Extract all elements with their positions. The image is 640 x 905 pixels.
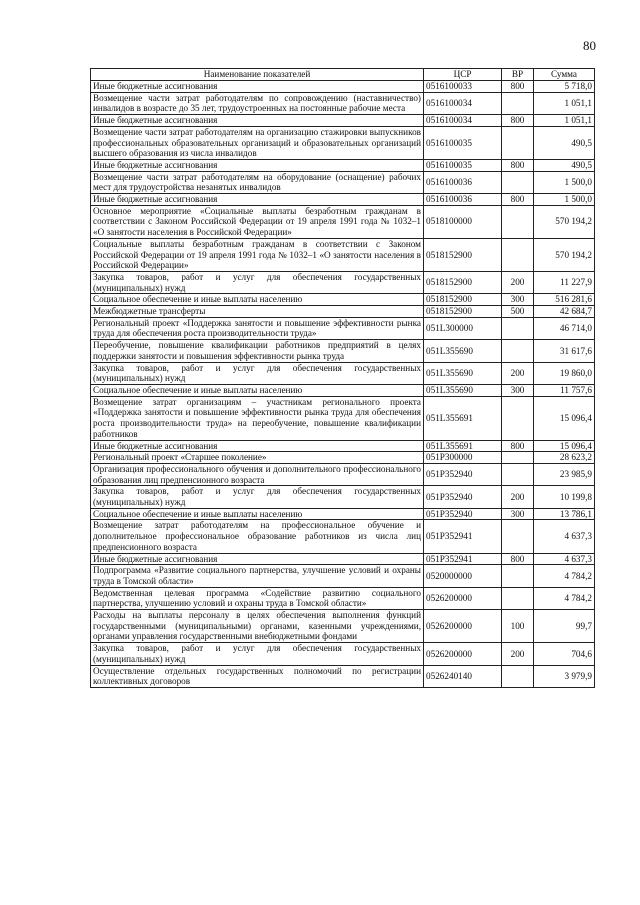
cell-vr: 200 xyxy=(502,362,534,384)
cell-sum: 13 786,1 xyxy=(534,508,595,520)
cell-sum: 4 784,2 xyxy=(534,565,595,587)
cell-vr xyxy=(502,126,534,159)
table-header-row xyxy=(91,69,595,81)
cell-name: Социальное обеспечение и иные выплаты населению xyxy=(91,508,424,520)
cell-csr: 0526200000 xyxy=(424,610,502,643)
table-row xyxy=(91,643,595,665)
cell-csr: 051P352940 xyxy=(424,486,502,508)
cell-vr: 100 xyxy=(502,610,534,643)
cell-vr xyxy=(502,463,534,485)
cell-name: Расходы на выплаты персоналу в целях обеспечения выполнения функций государственными (муниципальными) органами, казенными учреждениями, органами управления государственными внебюджетными фондами xyxy=(91,610,424,643)
cell-sum: 704,6 xyxy=(534,643,595,665)
table-row xyxy=(91,340,595,362)
cell-csr: 0516100035 xyxy=(424,159,502,171)
cell-vr: 500 xyxy=(502,306,534,318)
cell-csr: 0518152900 xyxy=(424,238,502,271)
table-row xyxy=(91,440,595,452)
header-csr: ЦСР xyxy=(424,69,502,81)
cell-name: Межбюджетные трансферты xyxy=(91,306,424,318)
table-row xyxy=(91,396,595,440)
cell-csr: 0516100035 xyxy=(424,126,502,159)
cell-sum: 570 194,2 xyxy=(534,205,595,238)
table-row xyxy=(91,463,595,485)
cell-sum: 19 860,0 xyxy=(534,362,595,384)
table-row xyxy=(91,194,595,206)
cell-csr: 0518152900 xyxy=(424,294,502,306)
cell-name: Иные бюджетные ассигнования xyxy=(91,159,424,171)
cell-csr: 0526200000 xyxy=(424,643,502,665)
cell-vr xyxy=(502,317,534,339)
cell-sum: 15 096,4 xyxy=(534,396,595,440)
cell-csr: 051P352940 xyxy=(424,463,502,485)
cell-name: Закупка товаров, работ и услуг для обеспечения государственных (муниципальных) нужд xyxy=(91,271,424,293)
cell-csr: 0516100036 xyxy=(424,194,502,206)
cell-vr xyxy=(502,238,534,271)
cell-sum: 4 637,3 xyxy=(534,553,595,565)
budget-table xyxy=(90,68,595,688)
cell-name: Возмещение части затрат работодателям на оборудование (оснащение) рабочих мест для трудоустройства незанятых инвалидов xyxy=(91,171,424,193)
cell-vr xyxy=(502,205,534,238)
cell-sum: 5 718,0 xyxy=(534,81,595,93)
cell-vr xyxy=(502,520,534,553)
cell-sum: 15 096,4 xyxy=(534,440,595,452)
cell-vr xyxy=(502,171,534,193)
cell-sum: 490,5 xyxy=(534,126,595,159)
cell-vr: 800 xyxy=(502,159,534,171)
table-row xyxy=(91,294,595,306)
table-row xyxy=(91,171,595,193)
cell-name: Социальное обеспечение и иные выплаты населению xyxy=(91,384,424,396)
table-row xyxy=(91,565,595,587)
cell-csr: 051L355690 xyxy=(424,340,502,362)
table-row xyxy=(91,665,595,687)
cell-sum: 1 500,0 xyxy=(534,171,595,193)
cell-name: Иные бюджетные ассигнования xyxy=(91,115,424,127)
page-number: 80 xyxy=(583,38,596,53)
cell-name: Иные бюджетные ассигнования xyxy=(91,440,424,452)
cell-vr: 200 xyxy=(502,271,534,293)
cell-sum: 1 051,1 xyxy=(534,115,595,127)
table-row xyxy=(91,362,595,384)
cell-name: Ведомственная целевая программа «Содействие развитию социального партнерства, улучшению условий и охраны труда в Томской области» xyxy=(91,587,424,609)
cell-vr: 300 xyxy=(502,384,534,396)
cell-sum: 10 199,8 xyxy=(534,486,595,508)
cell-vr: 800 xyxy=(502,115,534,127)
cell-name: Возмещение части затрат работодателям на организацию стажировки выпускников профессиональных образовательных организаций и образовательных организаций высшего образования из числа инвалидов xyxy=(91,126,424,159)
cell-vr xyxy=(502,665,534,687)
table-row xyxy=(91,115,595,127)
cell-sum: 1 051,1 xyxy=(534,92,595,114)
cell-csr: 051P300000 xyxy=(424,452,502,464)
cell-vr xyxy=(502,565,534,587)
cell-csr: 051P352940 xyxy=(424,508,502,520)
header-sum: Сумма xyxy=(534,69,595,81)
cell-name: Иные бюджетные ассигнования xyxy=(91,194,424,206)
table-row xyxy=(91,159,595,171)
cell-vr xyxy=(502,396,534,440)
cell-sum: 570 194,2 xyxy=(534,238,595,271)
cell-sum: 516 281,6 xyxy=(534,294,595,306)
header-vr: ВР xyxy=(502,69,534,81)
cell-sum: 11 227,9 xyxy=(534,271,595,293)
table-row xyxy=(91,587,595,609)
cell-name: Возмещение части затрат работодателям по сопровождению (наставничество) инвалидов в возрасте до 35 лет, трудоустроенных на постоянные рабочие места xyxy=(91,92,424,114)
cell-vr: 800 xyxy=(502,194,534,206)
cell-sum: 42 684,7 xyxy=(534,306,595,318)
cell-name: Переобучение, повышение квалификации работников предприятий в целях поддержки занятости и повышения эффективности рынка труда xyxy=(91,340,424,362)
cell-csr: 0516100034 xyxy=(424,115,502,127)
cell-vr xyxy=(502,92,534,114)
table-row xyxy=(91,508,595,520)
cell-vr: 800 xyxy=(502,553,534,565)
cell-vr: 800 xyxy=(502,440,534,452)
cell-csr: 051L355690 xyxy=(424,362,502,384)
cell-vr xyxy=(502,340,534,362)
cell-name: Региональный проект «Поддержка занятости и повышение эффективности рынка труда для обеспечения роста производительности труда» xyxy=(91,317,424,339)
table-row xyxy=(91,520,595,553)
cell-csr: 0526200000 xyxy=(424,587,502,609)
cell-csr: 0520000000 xyxy=(424,565,502,587)
cell-name: Социальные выплаты безработным гражданам в соответствии с Законом Российской Федерации от 19 апреля 1991 года № 1032–1 «О занятости населения в Российской Федерации» xyxy=(91,238,424,271)
cell-name: Подпрограмма «Развитие социального партнерства, улучшение условий и охраны труда в Томской области» xyxy=(91,565,424,587)
cell-name: Осуществление отдельных государственных полномочий по регистрации коллективных договоров xyxy=(91,665,424,687)
table-row xyxy=(91,126,595,159)
table-row xyxy=(91,452,595,464)
table-row xyxy=(91,92,595,114)
cell-csr: 051L300000 xyxy=(424,317,502,339)
cell-name: Иные бюджетные ассигнования xyxy=(91,553,424,565)
cell-name: Закупка товаров, работ и услуг для обеспечения государственных (муниципальных) нужд xyxy=(91,643,424,665)
table-row xyxy=(91,553,595,565)
cell-csr: 0516100036 xyxy=(424,171,502,193)
cell-csr: 051P352941 xyxy=(424,553,502,565)
cell-sum: 28 623,2 xyxy=(534,452,595,464)
cell-sum: 11 757,6 xyxy=(534,384,595,396)
cell-sum: 490,5 xyxy=(534,159,595,171)
table-row xyxy=(91,317,595,339)
cell-csr: 0516100034 xyxy=(424,92,502,114)
table-row xyxy=(91,271,595,293)
cell-name: Возмещение затрат работодателям на профессиональное обучение и дополнительное профессиональное образование работников из числа лиц предпенсионного возраста xyxy=(91,520,424,553)
cell-name: Закупка товаров, работ и услуг для обеспечения государственных (муниципальных) нужд xyxy=(91,486,424,508)
cell-vr: 800 xyxy=(502,81,534,93)
header-name: Наименование показателей xyxy=(91,69,424,81)
cell-vr: 200 xyxy=(502,643,534,665)
cell-csr: 0516100033 xyxy=(424,81,502,93)
cell-vr xyxy=(502,587,534,609)
cell-sum: 4 784,2 xyxy=(534,587,595,609)
cell-vr: 300 xyxy=(502,508,534,520)
cell-vr: 300 xyxy=(502,294,534,306)
cell-csr: 051P352941 xyxy=(424,520,502,553)
cell-sum: 31 617,6 xyxy=(534,340,595,362)
cell-csr: 0518152900 xyxy=(424,306,502,318)
cell-csr: 051L355691 xyxy=(424,440,502,452)
cell-csr: 0526240140 xyxy=(424,665,502,687)
table-row xyxy=(91,384,595,396)
cell-sum: 99,7 xyxy=(534,610,595,643)
table-row xyxy=(91,81,595,93)
table-row xyxy=(91,238,595,271)
cell-name: Организация профессионального обучения и дополнительного профессионального образования лиц предпенсионного возраста xyxy=(91,463,424,485)
cell-name: Основное мероприятие «Социальные выплаты безработным гражданам в соответствии с Законом Российской Федерации от 19 апреля 1991 года № 1032–1 «О занятости населения в Российской Федерации» xyxy=(91,205,424,238)
cell-csr: 0518100000 xyxy=(424,205,502,238)
cell-sum: 1 500,0 xyxy=(534,194,595,206)
cell-sum: 23 985,9 xyxy=(534,463,595,485)
cell-vr: 200 xyxy=(502,486,534,508)
cell-csr: 0518152900 xyxy=(424,271,502,293)
cell-csr: 051L355691 xyxy=(424,396,502,440)
cell-name: Социальное обеспечение и иные выплаты населению xyxy=(91,294,424,306)
cell-name: Региональный проект «Старшее поколение» xyxy=(91,452,424,464)
cell-sum: 3 979,9 xyxy=(534,665,595,687)
cell-vr xyxy=(502,452,534,464)
cell-name: Закупка товаров, работ и услуг для обеспечения государственных (муниципальных) нужд xyxy=(91,362,424,384)
table-row xyxy=(91,205,595,238)
cell-name: Возмещение затрат организациям – участникам регионального проекта «Поддержка занятости и повышение эффективности рынка труда для обеспечения роста производительности труда» на переобучение, повышение квалификации работников xyxy=(91,396,424,440)
table-row xyxy=(91,486,595,508)
cell-csr: 051L355690 xyxy=(424,384,502,396)
cell-name: Иные бюджетные ассигнования xyxy=(91,81,424,93)
table-row xyxy=(91,610,595,643)
cell-sum: 46 714,0 xyxy=(534,317,595,339)
cell-sum: 4 637,3 xyxy=(534,520,595,553)
table-row xyxy=(91,306,595,318)
